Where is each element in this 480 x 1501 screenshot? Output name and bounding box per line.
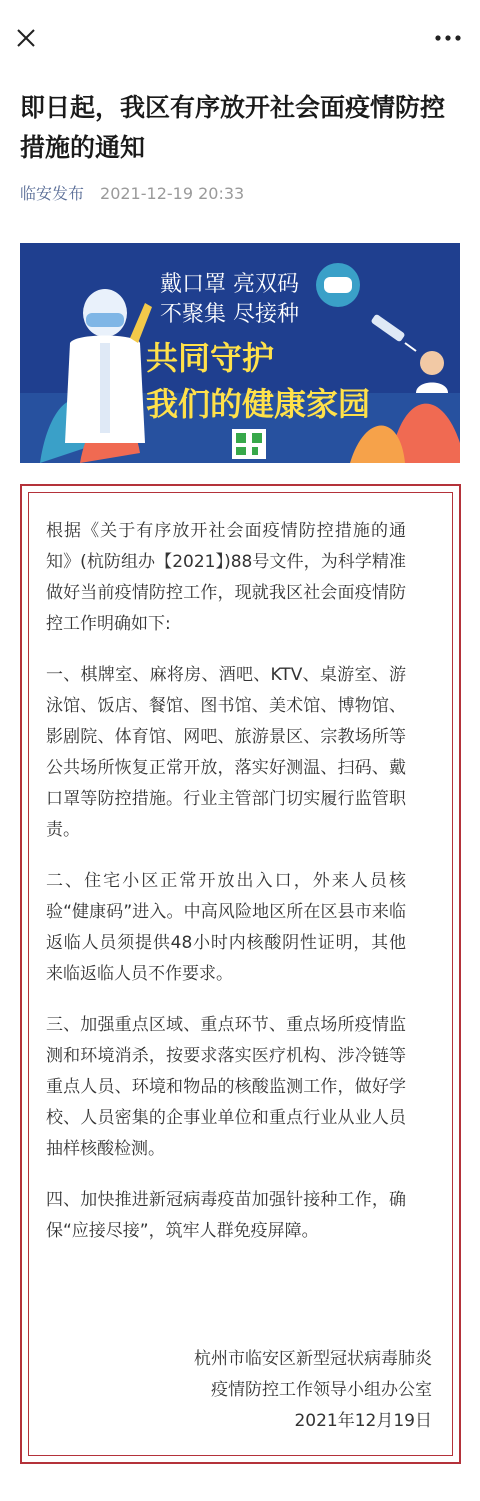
more-icon bbox=[434, 34, 462, 42]
article-meta bbox=[20, 182, 244, 206]
banner-big1: 共同守护 bbox=[146, 339, 275, 377]
close-icon bbox=[15, 27, 37, 49]
close-button[interactable] bbox=[10, 22, 42, 54]
notice-signature bbox=[52, 1344, 432, 1437]
notice-paragraph: 四、加快推进新冠病毒疫苗加强针接种工作，确保“应接尽接”，筑牢人群免疫屏障。 bbox=[46, 1190, 406, 1241]
notice-paragraph: 二、住宅小区正常开放出入口，外来人员核验“健康码”进入。中高风险地区所在区县市来临返临人员须提供48小时内核酸阴性证明，其他来临返临人员不作要求。 bbox=[46, 871, 406, 984]
notice-body bbox=[46, 516, 406, 1267]
notice-paragraph: 一、棋牌室、麻将房、酒吧、KTV、桌游室、游泳馆、饭店、餐馆、图书馆、美术馆、博物馆、影剧院、体育馆、网吧、旅游景区、宗教场所等公共场所恢复正常开放，落实好测温、扫码、戴口罩等防控措施。行业主管部门切实履行监管职责。 bbox=[46, 665, 406, 840]
notice-paragraph: 三、加强重点区域、重点环节、重点场所疫情监测和环境消杀，按要求落实医疗机构、涉冷链等重点人员、环境和物品的核酸监测工作，做好学校、人员密集的企事业单位和重点行业从业人员抽样核酸检测。 bbox=[46, 1015, 406, 1159]
article-title: 即日起，我区有序放开社会面疫情防控措施的通知 bbox=[20, 93, 446, 162]
more-button[interactable] bbox=[430, 22, 466, 54]
banner-big2: 我们的健康家园 bbox=[146, 385, 371, 423]
notice-paragraph: 根据《关于有序放开社会面疫情防控措施的通知》(杭防组办【2021】)88号文件，为科学精准做好当前疫情防控工作，现就我区社会面疫情防控工作明确如下: bbox=[46, 521, 406, 634]
banner-line1: 戴口罩 亮双码 bbox=[160, 272, 299, 297]
banner-image bbox=[20, 243, 460, 463]
top-bar bbox=[0, 0, 480, 72]
signature-date: 2021年12月19日 bbox=[294, 1411, 432, 1431]
publish-date: 2021-12-19 20:33 bbox=[100, 184, 245, 203]
qr-code-icon bbox=[232, 429, 266, 459]
author-link[interactable]: 临安发布 bbox=[20, 184, 85, 203]
signature-line: 疫情防控工作领导小组办公室 bbox=[211, 1380, 432, 1400]
signature-line: 杭州市临安区新型冠状病毒肺炎 bbox=[194, 1349, 432, 1369]
banner-line2: 不聚集 尽接种 bbox=[160, 302, 299, 327]
mask-icon bbox=[316, 263, 360, 307]
